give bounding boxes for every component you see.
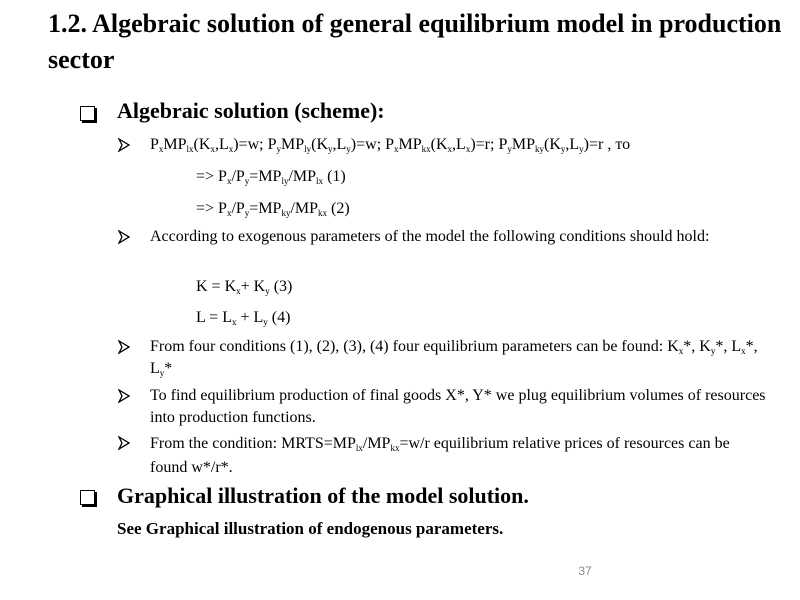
equation-1 xyxy=(196,166,346,188)
eq-first: $P_xMP_{lx}(K_x,L_x)=w$; $P_yMP_{ly}(K_y,L_y)=w$; $P_xMP_{kx}(K_x,L_x)=r$; $P_yMP_{ky}(K_y,L_y)=r$ , то xyxy=(150,136,631,154)
mrts: From the condition: $MRTS=MP_{lx}/MP_{kx}=w/r$ equilibrium relative prices of resources can be found w*/r*. xyxy=(150,435,730,476)
equation-4 xyxy=(196,307,290,329)
four-conditions: From four conditions (1), (2), (3), (4) four equilibrium parameters can be found: $K_x*$, $K_y*$, $L_x*$, $L_y*$ xyxy=(150,338,758,378)
four-conditions-text xyxy=(150,336,770,380)
page-number: 37 xyxy=(578,564,592,578)
eq-1: => $P_x/P_y=MP_{ly}/MP_{lx}$ (1) xyxy=(196,168,346,186)
equation-first-order-conditions xyxy=(150,134,790,156)
final-goods-text: To find equilibrium production of final goods X*, Y* we plug equilibrium volumes of resources into production functions. xyxy=(150,387,766,426)
equation-3 xyxy=(196,276,292,298)
arrow-bullet-icon xyxy=(117,436,131,450)
eq-3: $K = K_x+ K_y$ (3) xyxy=(196,278,293,296)
checkbox-bullet-icon xyxy=(80,106,95,121)
arrow-bullet-icon xyxy=(117,340,131,354)
checkbox-bullet-icon xyxy=(80,490,95,505)
equation-2 xyxy=(196,198,350,220)
arrow-bullet-icon xyxy=(117,138,131,152)
mrts-text xyxy=(150,432,770,480)
arrow-bullet-icon xyxy=(117,230,131,244)
graphical-illustration-note: See Graphical illustration of endogenous parameters. xyxy=(117,519,504,538)
section-heading-graphical: Graphical illustration of the model solution. xyxy=(117,483,529,508)
arrow-bullet-icon xyxy=(117,389,131,403)
exogenous-conditions-text: According to exogenous parameters of the model the following conditions should hold: xyxy=(150,228,710,245)
slide-title: 1.2. Algebraic solution of general equilibrium model in production sector xyxy=(48,9,782,74)
section-heading-algebraic: Algebraic solution (scheme): xyxy=(117,98,385,123)
eq-2: => $P_x/P_y=MP_{ky}/MP_{kx}$ (2) xyxy=(196,200,350,218)
eq-4: $L = L_x + L_y$ (4) xyxy=(196,309,291,327)
